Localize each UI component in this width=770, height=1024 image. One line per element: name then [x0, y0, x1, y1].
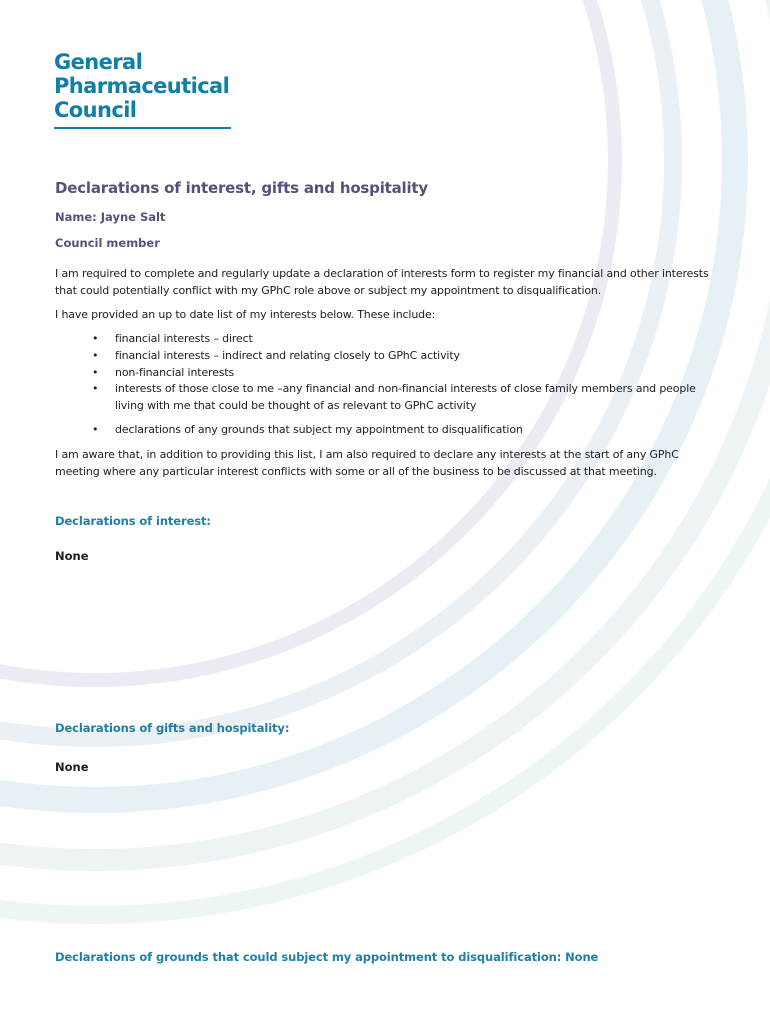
list-intro-paragraph: I have provided an up to date list of my interests below. These include:	[55, 308, 436, 321]
declarant-role: Council member	[55, 236, 160, 250]
logo-line-2: Pharmaceutical	[54, 74, 230, 98]
gifts-section-value: None	[55, 760, 89, 774]
list-item: • interests of those close to me –any financial and non-financial interests of close family members and people living with me that could be thought of as relevant to GPhC activity	[55, 381, 715, 415]
list-item: • non-financial interests	[55, 365, 715, 382]
logo-underline	[54, 127, 231, 129]
interest-types-list	[55, 331, 715, 439]
list-item: • declarations of any grounds that subject my appointment to disqualification	[55, 422, 715, 439]
document-title: Declarations of interest, gifts and hospitality	[55, 179, 428, 197]
intro-paragraph: I am required to complete and regularly update a declaration of interests form to register my financial and other interests that could potentially conflict with my GPhC role above or subject my appointment to disqualification.	[55, 267, 709, 297]
awareness-paragraph: I am aware that, in addition to providing this list, I am also required to declare any interests at the start of any GPhC meeting where any particular interest conflicts with some or all of the business to be discussed at that meeting.	[55, 448, 679, 478]
logo-line-3: Council	[54, 98, 137, 122]
list-item: • financial interests – direct	[55, 331, 715, 348]
disqualification-section-heading: Declarations of grounds that could subject my appointment to disqualification: None	[55, 950, 599, 964]
gphc-logo	[54, 50, 232, 129]
declarant-name: Name: Jayne Salt	[55, 210, 166, 224]
interest-section-value: None	[55, 549, 89, 563]
list-item: • financial interests – indirect and relating closely to GPhC activity	[55, 348, 715, 365]
interest-section-heading: Declarations of interest:	[55, 514, 211, 528]
gifts-section-heading: Declarations of gifts and hospitality:	[55, 721, 290, 735]
logo-line-1: General	[54, 50, 143, 74]
